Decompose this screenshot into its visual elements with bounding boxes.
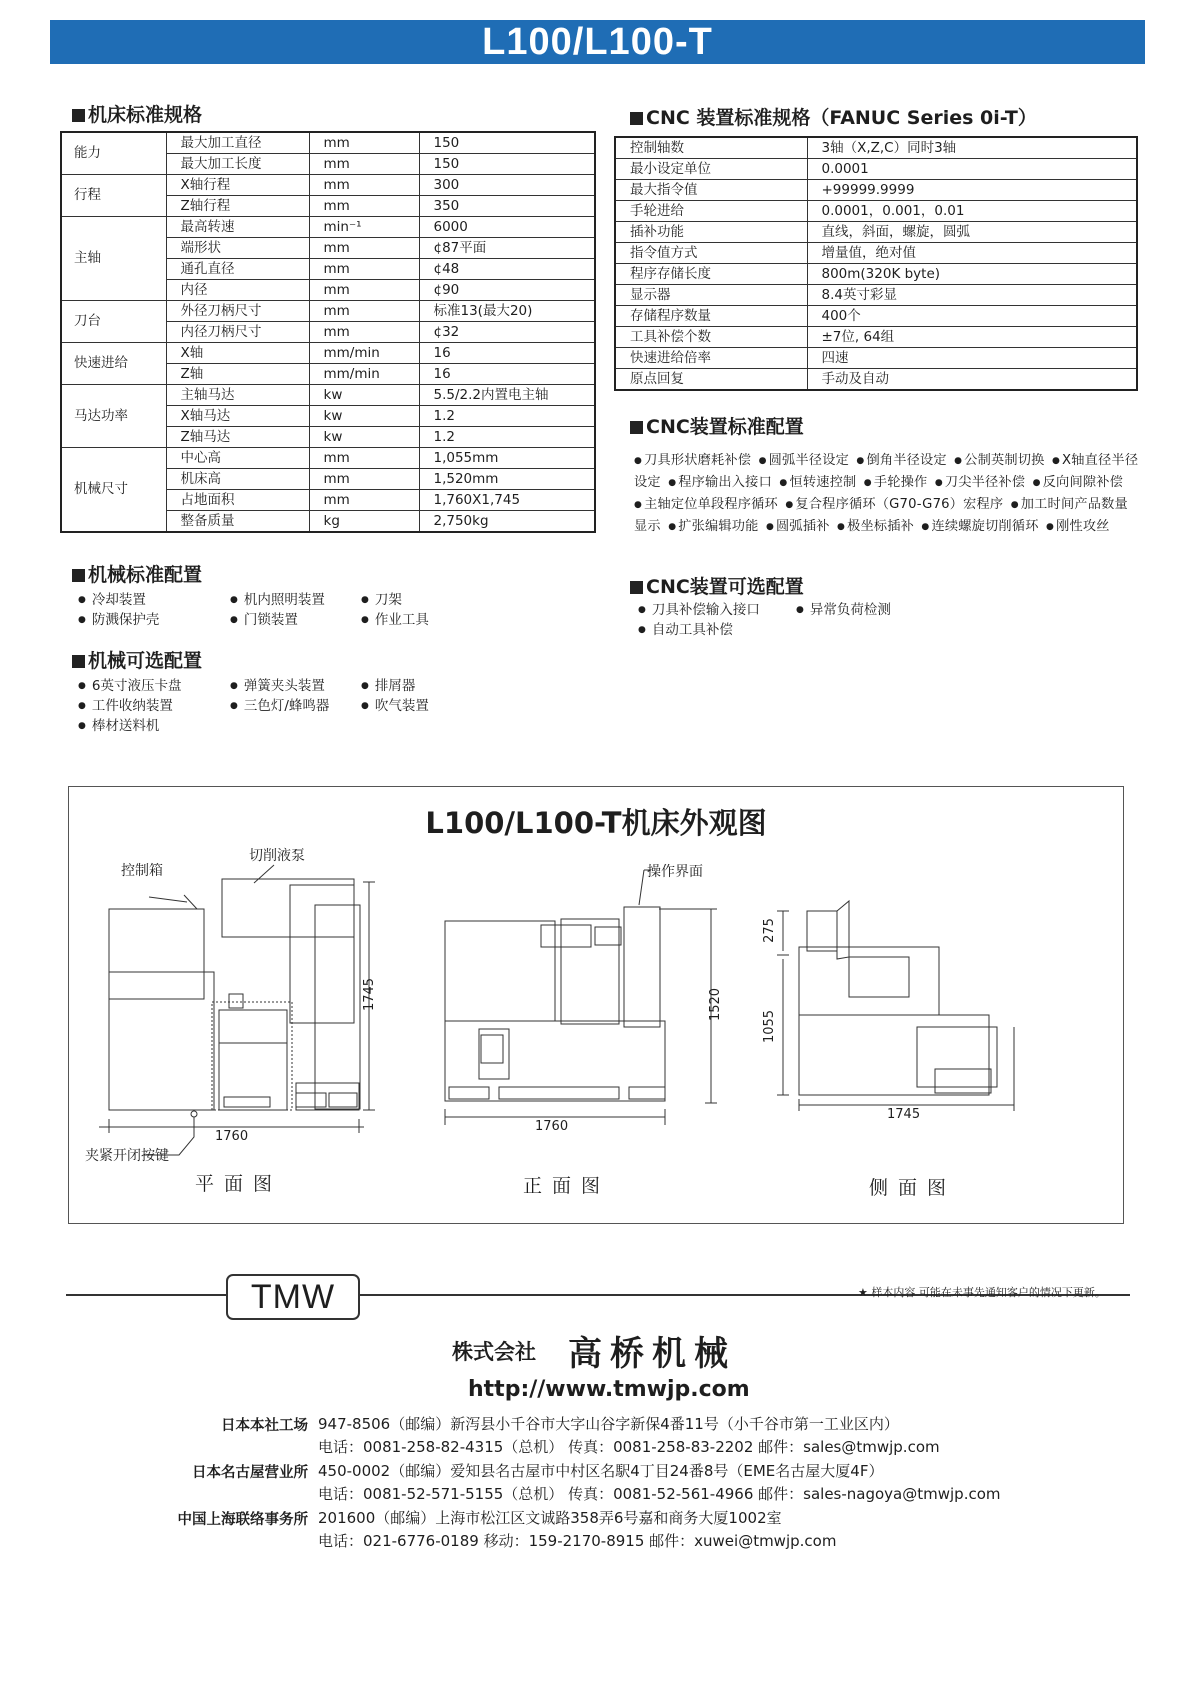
cnc-std-feature: ● 加工时间产品数量显示 [634, 497, 1128, 534]
spec-row [61, 301, 595, 322]
spec-value: 1.2 [419, 406, 595, 427]
cnc-spec-row [615, 285, 1137, 306]
spec-value: 标准13(最大20) [419, 301, 595, 322]
cnc-spec-item: 存储程序数量 [615, 306, 807, 327]
config-item: ● 排屑器 [361, 676, 461, 696]
cnc-std-feature: ● 复合程序循环（G70-G76）宏程序 [785, 497, 1003, 512]
plan-dim-width: 1760 [215, 1129, 249, 1144]
spec-unit: mm [309, 238, 419, 259]
spec-item: 最大加工长度 [166, 154, 309, 175]
side-dim-width: 1745 [887, 1107, 921, 1122]
side-view-drawing [777, 901, 1014, 1111]
front-dim-width: 1760 [535, 1119, 569, 1134]
config-item: ● 门锁装置 [230, 610, 361, 630]
spec-value: ¢87平面 [419, 238, 595, 259]
spec-unit: mm [309, 469, 419, 490]
company-prefix: 株式会社 [452, 1340, 536, 1364]
office-contact: 电话：0081-52-571-5155（总机） 传真：0081-52-561-4966 邮件：sales-nagoya@tmwjp.com [318, 1485, 1001, 1503]
spec-group: 主轴 [61, 217, 166, 301]
spec-unit: mm/min [309, 364, 419, 385]
cnc-std-feature: ● 反向间隙补偿 [1033, 475, 1123, 490]
cnc-opt-config-heading: CNC装置可选配置 [630, 572, 804, 599]
spec-unit: mm [309, 196, 419, 217]
spec-value: 150 [419, 132, 595, 154]
spec-value: 1.2 [419, 427, 595, 448]
spec-item: Z轴马达 [166, 427, 309, 448]
spec-value: 16 [419, 364, 595, 385]
spec-item: 整备质量 [166, 511, 309, 533]
label-clamp-button: 夹紧开闭按键 [85, 1148, 169, 1164]
cnc-std-feature: ● 刚性攻丝 [1046, 519, 1110, 534]
spec-unit: mm [309, 280, 419, 301]
cnc-std-feature: ● 倒角半径设定 [856, 453, 946, 468]
cnc-spec-row [615, 222, 1137, 243]
cnc-std-feature: ● 手轮操作 [864, 475, 928, 490]
spec-unit: kg [309, 511, 419, 533]
label-coolant-pump: 切削液泵 [249, 848, 305, 864]
spec-unit: mm/min [309, 343, 419, 364]
spec-unit: mm [309, 132, 419, 154]
config-item: ● 机内照明装置 [230, 590, 361, 610]
spec-group: 机械尺寸 [61, 448, 166, 533]
machine-opt-config-heading: 机械可选配置 [72, 646, 202, 673]
spec-row [61, 343, 595, 364]
cnc-spec-item: 最大指令值 [615, 180, 807, 201]
config-item: ● 冷却装置 [78, 590, 230, 610]
cnc-std-config-heading: CNC装置标准配置 [630, 412, 804, 439]
spec-item: 内径 [166, 280, 309, 301]
spec-row [61, 448, 595, 469]
cnc-spec-item: 工具补偿个数 [615, 327, 807, 348]
plan-view-caption: 平面图 [195, 1173, 283, 1195]
spec-item: 中心高 [166, 448, 309, 469]
config-item: ● 弹簧夹头装置 [230, 676, 361, 696]
spec-value: ¢48 [419, 259, 595, 280]
config-item: ● 6英寸液压卡盘 [78, 676, 230, 696]
cnc-std-feature: ● 刀尖半径补偿 [935, 475, 1025, 490]
machine-std-config-list [78, 590, 461, 630]
spec-value: 2,750kg [419, 511, 595, 533]
spec-unit: mm [309, 175, 419, 196]
spec-item: 占地面积 [166, 490, 309, 511]
spec-group: 能力 [61, 132, 166, 175]
cnc-std-feature: ● 扩张编辑功能 [668, 519, 758, 534]
cnc-spec-value: ±7位, 64组 [807, 327, 1137, 348]
spec-group: 马达功率 [61, 385, 166, 448]
machine-drawings [69, 787, 1123, 1223]
spec-group: 刀台 [61, 301, 166, 343]
spec-value: 300 [419, 175, 595, 196]
cnc-std-feature: ● 连续螺旋切削循环 [921, 519, 1038, 534]
config-item: ● 棒材送料机 [78, 716, 230, 736]
spec-value: 350 [419, 196, 595, 217]
front-dim-height: 1520 [708, 987, 724, 1022]
spec-item: 主轴马达 [166, 385, 309, 406]
spec-unit: kw [309, 385, 419, 406]
config-item: ● 吹气装置 [361, 696, 461, 716]
cnc-spec-row [615, 137, 1137, 159]
spec-unit: mm [309, 301, 419, 322]
cnc-spec-item: 控制轴数 [615, 137, 807, 159]
config-item: ● 刀架 [361, 590, 461, 610]
config-item: ● 工件收纳装置 [78, 696, 230, 716]
cnc-spec-row [615, 159, 1137, 180]
cnc-std-feature: ● X轴直径半径设定 [634, 453, 1138, 490]
cnc-std-feature: ● 圆弧插补 [766, 519, 830, 534]
front-view-caption: 正面图 [523, 1175, 611, 1197]
spec-unit: mm [309, 490, 419, 511]
company-name: 高桥机械 [568, 1334, 736, 1374]
cnc-spec-value: 0.0001 [807, 159, 1137, 180]
spec-unit: mm [309, 322, 419, 343]
cnc-spec-value: 800m(320K byte) [807, 264, 1137, 285]
spec-value: 1,760X1,745 [419, 490, 595, 511]
spec-value: 16 [419, 343, 595, 364]
config-item: ● 自动工具补偿 [638, 620, 796, 640]
cnc-spec-item: 最小设定单位 [615, 159, 807, 180]
spec-row [61, 217, 595, 238]
cnc-std-feature: ● 公制英制切换 [954, 453, 1044, 468]
spec-value: 1,520mm [419, 469, 595, 490]
cnc-spec-value: 8.4英寸彩显 [807, 285, 1137, 306]
cnc-spec-row [615, 348, 1137, 369]
config-item: ● 刀具补偿输入接口 [638, 600, 796, 620]
spec-unit: kw [309, 427, 419, 448]
cnc-std-config-list [634, 450, 1140, 538]
cnc-spec-item: 原点回复 [615, 369, 807, 391]
spec-value: 150 [419, 154, 595, 175]
cnc-std-feature: ● 主轴定位单段程序循环 [634, 497, 778, 512]
spec-group: 行程 [61, 175, 166, 217]
website-link[interactable]: http://www.tmwjp.com [468, 1377, 750, 1402]
plan-dim-height: 1745 [362, 977, 378, 1012]
spec-item: 内径刀柄尺寸 [166, 322, 309, 343]
spec-item: Z轴 [166, 364, 309, 385]
config-item: ● 三色灯/蜂鸣器 [230, 696, 361, 716]
notice-text: ★ 样本内容 可能在未事先通知客户的情况下更新。 [858, 1286, 1106, 1299]
office-contact: 电话：0081-258-82-4315（总机） 传真：0081-258-83-2202 邮件：sales@tmwjp.com [318, 1438, 940, 1456]
spec-item: 外径刀柄尺寸 [166, 301, 309, 322]
spec-row [61, 132, 595, 154]
spec-item: 通孔直径 [166, 259, 309, 280]
cnc-spec-row [615, 201, 1137, 222]
cnc-opt-config-list [638, 600, 956, 640]
cnc-spec-value: 0.0001，0.001，0.01 [807, 201, 1137, 222]
spec-unit: mm [309, 154, 419, 175]
spec-item: 最高转速 [166, 217, 309, 238]
spec-item: 最大加工直径 [166, 132, 309, 154]
cnc-std-feature: ● 恒转速控制 [779, 475, 856, 490]
cnc-spec-item: 显示器 [615, 285, 807, 306]
spec-unit: kw [309, 406, 419, 427]
config-item: ● 异常负荷检测 [796, 600, 956, 620]
cnc-spec-row [615, 180, 1137, 201]
cnc-spec-value: 手动及自动 [807, 369, 1137, 391]
office-name: 中国上海联络事务所 [177, 1512, 308, 1528]
spec-unit: mm [309, 448, 419, 469]
spec-value: 6000 [419, 217, 595, 238]
cnc-spec-item: 插补功能 [615, 222, 807, 243]
label-control-box: 控制箱 [121, 863, 163, 879]
spec-item: 机床高 [166, 469, 309, 490]
machine-opt-config-list [78, 676, 461, 736]
spec-item: Z轴行程 [166, 196, 309, 217]
page-title: L100/L100-T [50, 20, 1145, 64]
spec-value: 5.5/2.2内置电主轴 [419, 385, 595, 406]
spec-item: X轴马达 [166, 406, 309, 427]
cnc-spec-item: 快速进给倍率 [615, 348, 807, 369]
cnc-std-feature: ● 极坐标插补 [837, 519, 914, 534]
cnc-spec-value: +99999.9999 [807, 180, 1137, 201]
cnc-spec-value: 3轴（X,Z,C）同时3轴 [807, 137, 1137, 159]
cnc-std-feature: ● 刀具形状磨耗补偿 [634, 453, 751, 468]
cnc-spec-item: 程序存储长度 [615, 264, 807, 285]
spec-row [61, 385, 595, 406]
spec-unit: mm [309, 259, 419, 280]
cnc-spec-row [615, 369, 1137, 391]
spec-unit: min⁻¹ [309, 217, 419, 238]
cnc-spec-heading: CNC 装置标准规格（FANUC Series 0i-T） [630, 103, 1037, 130]
diagram-panel [68, 786, 1124, 1224]
side-view-caption: 侧面图 [869, 1177, 957, 1199]
spec-item: 端形状 [166, 238, 309, 259]
cnc-spec-value: 直线，斜面，螺旋，圆弧 [807, 222, 1137, 243]
side-dim-top: 275 [761, 918, 777, 943]
office-name: 日本名古屋营业所 [192, 1465, 308, 1481]
side-dim-center: 1055 [762, 1009, 778, 1044]
office-address: 201600（邮编）上海市松江区文诚路358弄6号嘉和商务大厦1002室 [318, 1509, 782, 1527]
office-name: 日本本社工场 [221, 1418, 308, 1434]
cnc-std-feature: ● 圆弧半径设定 [759, 453, 849, 468]
office-contact: 电话：021-6776-0189 移动：159-2170-8915 邮件：xuwei@tmwjp.com [318, 1532, 837, 1550]
front-view-drawing [445, 870, 717, 1125]
config-item: ● 防溅保护壳 [78, 610, 230, 630]
label-operation-panel: 操作界面 [647, 864, 703, 880]
config-item: ● 作业工具 [361, 610, 461, 630]
spec-item: X轴行程 [166, 175, 309, 196]
cnc-spec-item: 手轮进给 [615, 201, 807, 222]
cnc-spec-item: 指令值方式 [615, 243, 807, 264]
spec-group: 快速进给 [61, 343, 166, 385]
cnc-std-feature: ● 程序输出入接口 [668, 475, 772, 490]
office-address: 450-0002（邮编）爱知县名古屋市中村区名駅4丁目24番8号（EME名古屋大厦4F） [318, 1462, 884, 1480]
cnc-spec-value: 增量值，绝对值 [807, 243, 1137, 264]
spec-row [61, 175, 595, 196]
cnc-spec-row [615, 327, 1137, 348]
machine-std-config-heading: 机械标准配置 [72, 560, 202, 587]
spec-value: ¢32 [419, 322, 595, 343]
cnc-spec-table [614, 136, 1138, 391]
machine-spec-table [60, 131, 596, 533]
office-address: 947-8506（邮编）新泻县小千谷市大字山谷字新保4番11号（小千谷市第一工业区内） [318, 1415, 899, 1433]
spec-value: ¢90 [419, 280, 595, 301]
company-logo: TMW [226, 1274, 360, 1320]
diagram-title: L100/L100-T机床外观图 [425, 806, 767, 840]
cnc-spec-row [615, 243, 1137, 264]
cnc-spec-value: 400个 [807, 306, 1137, 327]
spec-value: 1,055mm [419, 448, 595, 469]
machine-spec-heading: 机床标准规格 [72, 100, 202, 127]
cnc-spec-row [615, 264, 1137, 285]
cnc-spec-value: 四速 [807, 348, 1137, 369]
spec-item: X轴 [166, 343, 309, 364]
plan-view-drawing [99, 865, 378, 1155]
cnc-spec-row [615, 306, 1137, 327]
